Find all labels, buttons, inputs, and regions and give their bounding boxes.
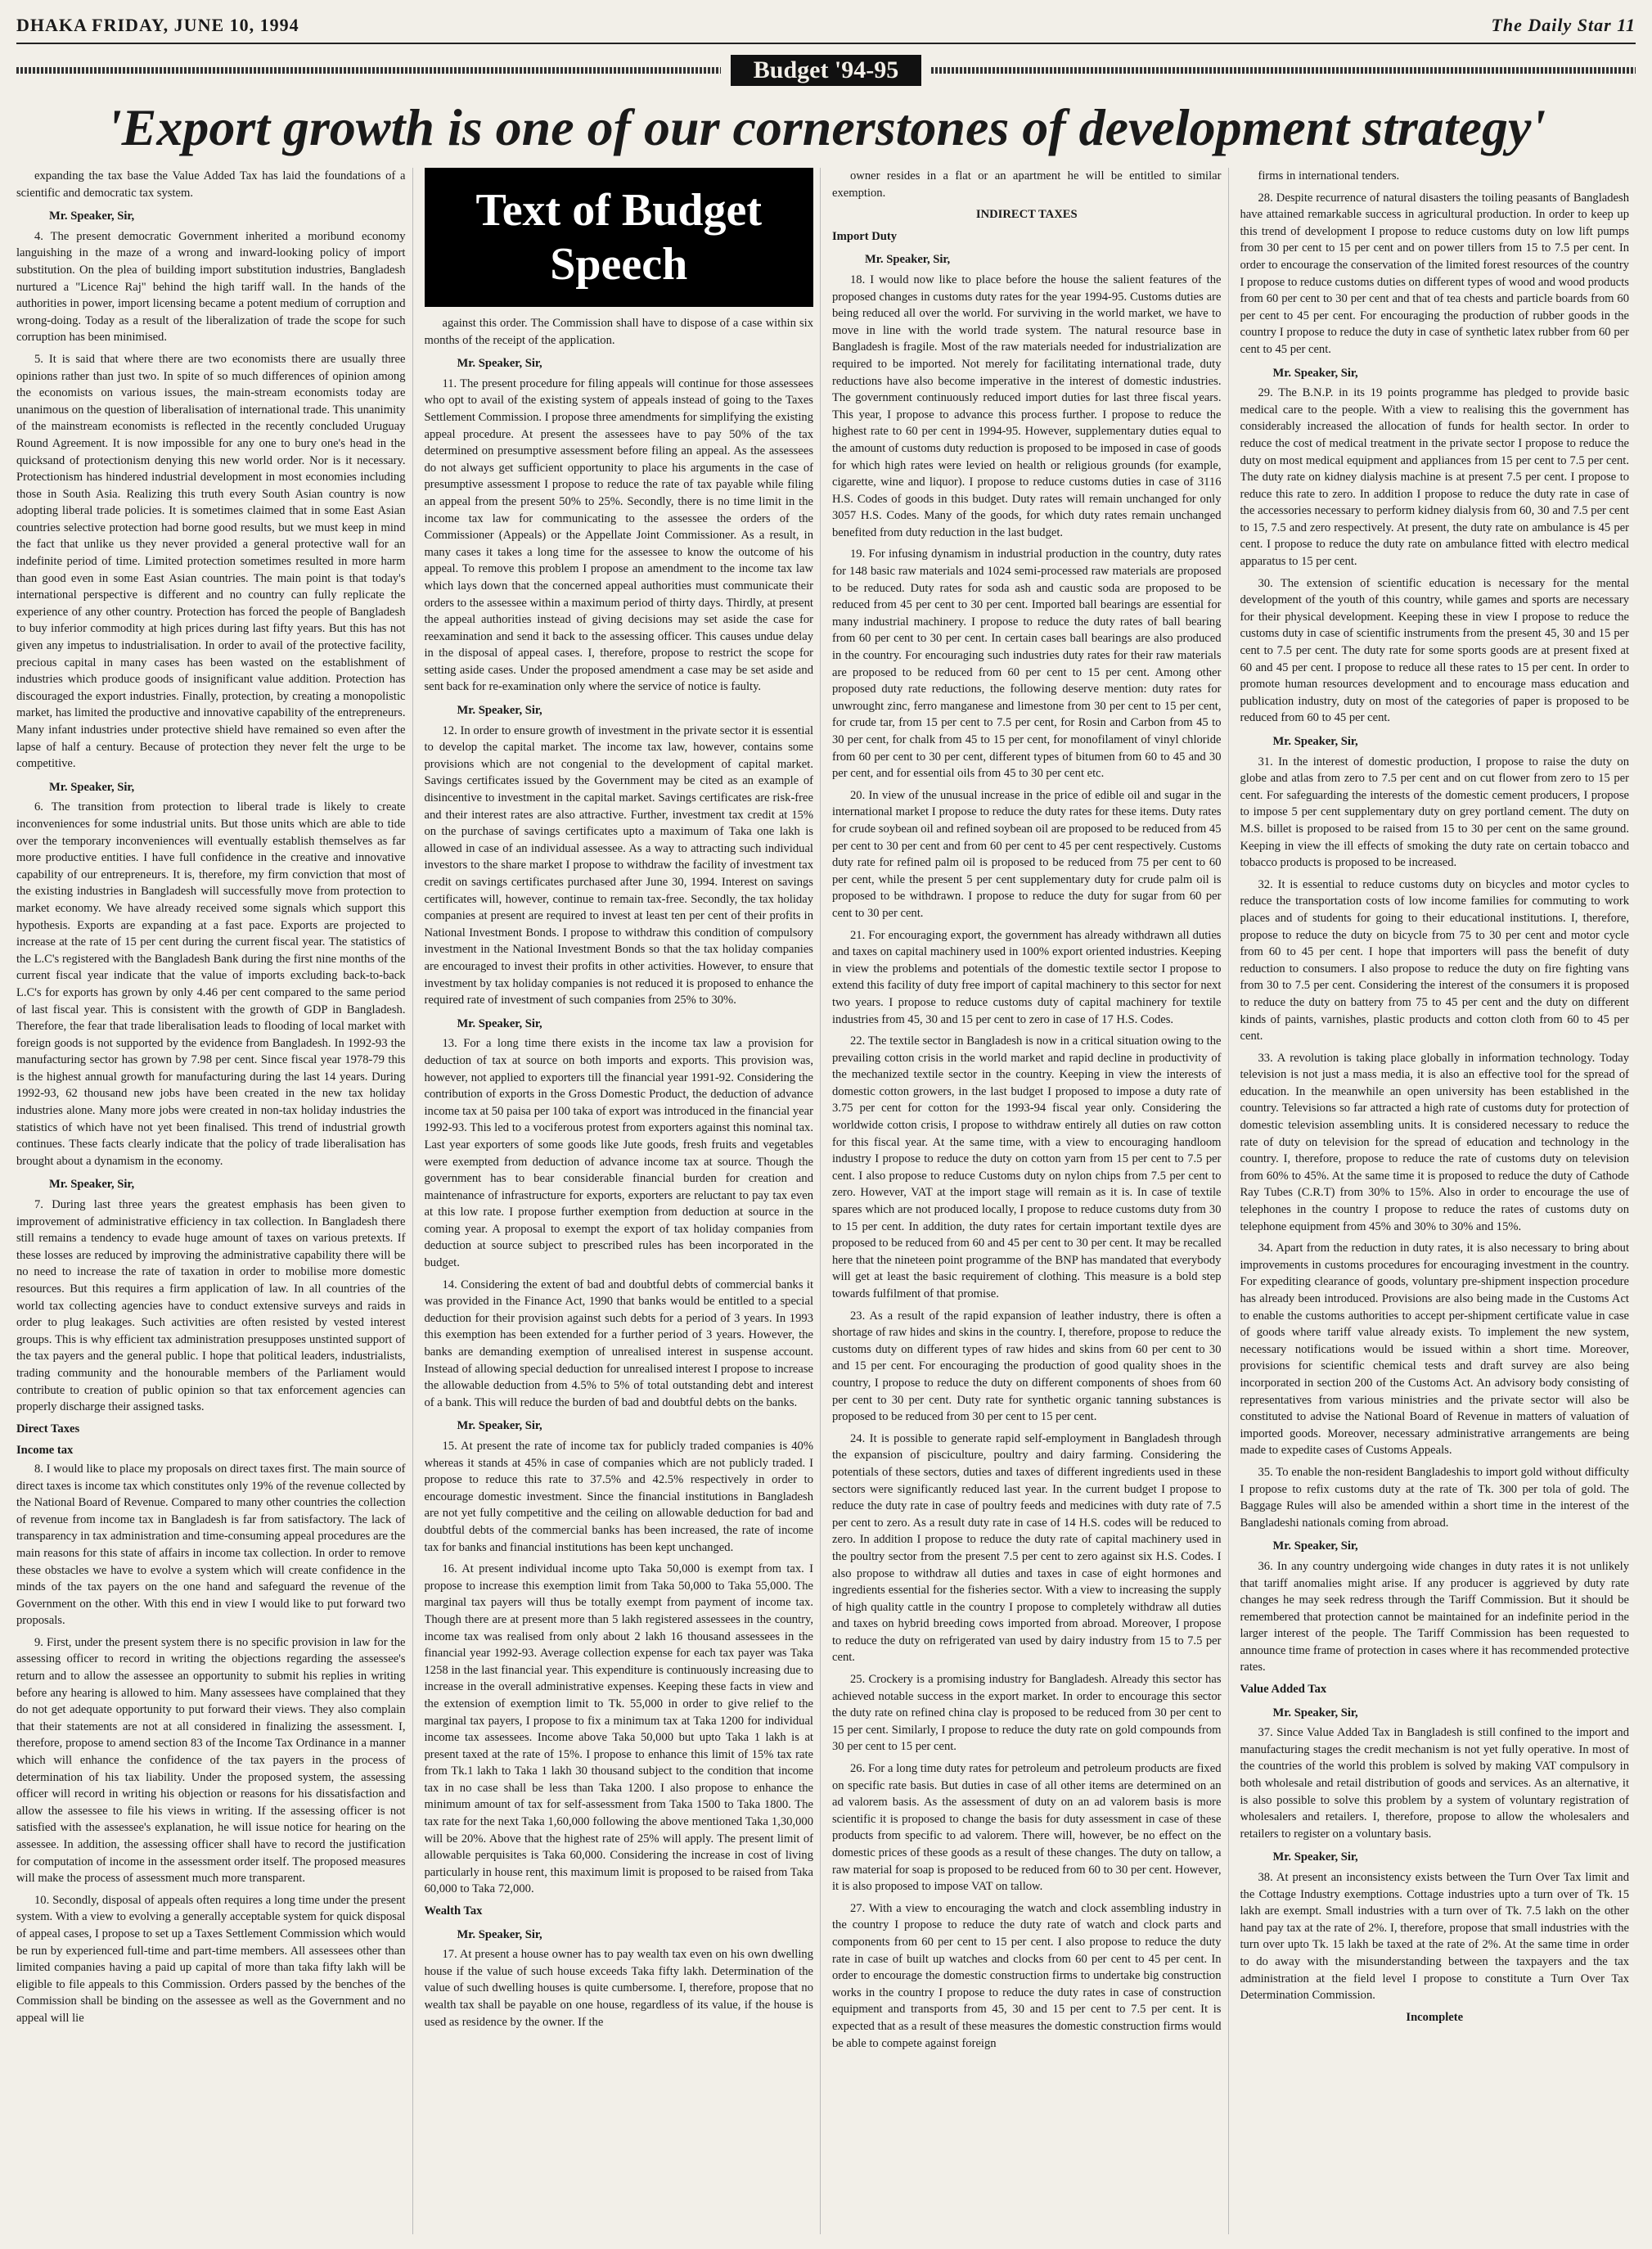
- paragraph: 25. Crockery is a promising industry for Bangladesh. Already this sector has achieved notable success in the export market. In order to encourage this sector the duty rate on refined china clay is proposed to be reduced from 30 per cent to 15 per cent. Similarly, I propose to reduce the duty rate on gold compounds from 30 per cent to 15 per cent.: [832, 1673, 1222, 1754]
- paragraph: against this order. The Commission shall have to dispose of a case within six months of the receipt of the application.: [424, 317, 813, 347]
- paragraph: 23. As a result of the rapid expansion of leather industry, there is often a shortage of raw hides and skins in the country. I, therefore, propose to reduce the customs duty on different types of raw hides and skins from 60 per cent to 30 and 15 per cent. For encouraging the production of good quality shoes in the country, I propose to reduce the duty on different components of shoes from 60 per cent to 30 per cent. Duty rate for synthetic organic tanning substances is proposed to be reduced from 30 per cent to 15 per cent.: [832, 1309, 1222, 1424]
- paragraph: owner resides in a flat or an apartment he will be entitled to similar exemption.: [832, 169, 1222, 200]
- paragraph: 29. The B.N.P. in its 19 points programme has pledged to provide basic medical care to the people. With a view to realising this the government has considerably increased the allocation of funds for health sector. In order to reduce the cost of medical treatment in the private sector I propose to reduce the duty on most medical equipment and appliances from 15 per cent to 7.5 per cent. The duty rate on kidney dialysis machine is at present 7.5 per cent. I propose to reduce this rate to zero. In addition I propose to reduce the duty rate in case of the accessories necessary to perform kidney dialysis from 60, 30 and 7.5 per cent to 15, 7.5 and zero respectively. At present, the duty rate on ambulance is 45 per cent. I propose to reduce the duty rate on ambulance fitted with electro medical apparatus to 15 per cent.: [1240, 386, 1629, 569]
- paragraph: 10. Secondly, disposal of appeals often requires a long time under the present system. With a view to evolving a generally acceptable system for quick disposal of appeal cases, I propose to set up a Taxes Settlement Commission which would be run by experienced full-time and part-time members. All assessees other than limited companies having a paid up capital of more than taka fifty lakh will be eligible to file appeals to this Commission. Orders passed by the benches of the Commission shall be binding on the assessee as well as the Government and no appeal will lie: [16, 1893, 406, 2025]
- paragraph: 17. At present a house owner has to pay wealth tax even on his own dwelling house if the value of such house exceeds Taka fifty lakh. Determination of the value of such dwelling houses is quite cumbersome. I, therefore, propose that no wealth tax shall be payable on one house, regardless of its value, if the house is used as residence by the owner. If the: [424, 1948, 813, 2029]
- paragraph: 36. In any country undergoing wide changes in duty rates it is not unlikely that tariff anomalies might arise. If any producer is aggrieved by duty rate changes he may seek redress through the Tariff Commission. But it should be remembered that protection cannot be maintained for an indefinite period in the larger interest of the people. The Tariff Commission has been requested to announce time frame of protection in cases where it has recommended protective rates.: [1240, 1559, 1629, 1674]
- paragraph: 4. The present democratic Government inherited a moribund economy languishing in the maze of a wrong and inward-looking policy of import substitution. On the plea of building import substitution industries, Bangladesh nurtured a "Licence Raj" behind the high tariff wall. In the hands of the authorities in power, import licensing became a potent medium of corruption and wrong-doing. Today as a result of the liberalization of trade the scope for such corruption has been minimised.: [16, 229, 406, 345]
- paragraph: 27. With a view to encouraging the watch and clock assembling industry in the country I propose to reduce the duty rate of watch and clock parts and components from 60 per cent to 15 per cent. I also propose to reduce the duty rate in case of built up watches and clocks from 60 per cent to 45 per cent. In order to encourage the domestic construction firms to undertake big construction works in the country I propose to reduce the duty rates in case of construction equipment and transports from 45, 30 and 15 per cent to 7.5 per cent. It is expected that as a result of these measures the domestic construction firms would be able to compete against foreign: [832, 1901, 1222, 2050]
- headline: 'Export growth is one of our cornerstones of development strategy': [106, 98, 1546, 156]
- paragraph: 22. The textile sector in Bangladesh is now in a critical situation owing to the prevailing cotton crisis in the world market and rapid decline in productivity of the mechanized textile sector in the country. Keeping in view the interests of domestic cotton growers, in the last budget I proposed to impose a duty rate of 3.75 per cent for cotton for the 1993-94 fiscal year only. Considering the worldwide cotton crisis, I propose to withdraw entirely all duties on raw cotton for this fiscal year. At the same time, with a view to encouraging handloom industry I propose to reduce the duty on cotton yarn from 15 per cent to 7.5 per cent. I also propose to reduce Customs duty on nylon chips from 7.5 per cent to zero. However, VAT at the import stage will remain as it is. In case of textile spares which are not produced locally, I propose to reduce customs duty from 30 to 15 per cent. In addition, the duty rates for certain important textile dyes are proposed to be reduced from 60 and 45 per cent to 30 per cent. It may be recalled here that the nineteen point programme of the BNP has mandated that everybody will get at least the basic requirement of clothing. This measure is a bold step towards fulfilment of that promise.: [832, 1034, 1222, 1300]
- paragraph: 12. In order to ensure growth of investment in the private sector it is essential to develop the capital market. The income tax law, however, contains some provisions which are not congenial to the development of capital market. Savings certificates issued by the Government may be cited as an example of disincentive to investment in the capital market. Savings certificates are risk-free and their interest rates are also attractive. Further, investment tax credit at 15% on the purchase of savings certificates upto a maximum of Taka one lakh is allowed in case of an individual assessee. As a way to attracting such individual investors to the share market I propose to withdraw the facility of investment tax credit on savings certificates purchased after June 30, 1994. Interest on savings certificates will, however, continue to remain tax-free. Secondly, the tax holiday companies at present are required to invest at least ten per cent of their profits in National Investment Bonds. I propose to withdraw this condition of compulsory investment in the National Investment Bonds so that the tax holiday companies are encouraged to invest their profits in other activities. However, to ensure that investment by tax holiday companies is not reduced it is proposed to enhance the required rate of investment of such companies from 25% to 30%.: [424, 723, 813, 1007]
- paragraph: 35. To enable the non-resident Bangladeshis to import gold without difficulty I propose to refix customs duty at the rate of Tk. 300 per tola of gold. The Baggage Rules will also be amended within a short time in the interest of the Bangladeshi nationals coming from abroad.: [1240, 1465, 1629, 1530]
- paragraph: expanding the tax base the Value Added Tax has laid the foundations of a scientific and democratic tax system.: [16, 169, 406, 200]
- column-1: [16, 168, 413, 2234]
- speaker-heading: Mr. Speaker, Sir,: [457, 357, 542, 371]
- subheading-import-duty: Import Duty: [832, 229, 898, 243]
- speaker-heading: Mr. Speaker, Sir,: [865, 253, 951, 267]
- subheading-wealth-tax: Wealth Tax: [424, 1904, 483, 1918]
- paragraph: 19. For infusing dynamism in industrial production in the country, duty rates for 148 basic raw materials and 1024 semi-processed raw materials are proposed to be reduced. Duty rates for soda ash and caustic soda are proposed to be reduced from 45 per cent to 30 per cent. Imported ball bearings are essential for many industrial machinery. I propose to reduce the duty rates of ball bearing from 60 per cent to 30 per cent. In certain cases ball bearings are also produced in the country. For encouraging such industries duty rates for their raw materials are proposed to be reduced from 60 per cent to 15 per cent. Among other proposed duty rate reductions, the following deserve mention: duty rates for unwrought zinc, ferro manganese and limestone from 30 per cent to 15 per cent, for crude tar, from 15 per cent to 7.5 per cent, for Rosin and Carbon from 45 to 30 per cent, for chalk from 45 to 15 per cent, for monofilament of vinyl chloride from 60 per cent to 30 per cent, different types of bitumen from 60 to 45 and 30 per cent, and for essential oils from 45 to 30 per cent etc.: [832, 548, 1222, 781]
- speaker-heading: Mr. Speaker, Sir,: [457, 1419, 542, 1433]
- subheading-direct-taxes: Direct Taxes: [16, 1422, 80, 1435]
- paragraph: 8. I would like to place my proposals on direct taxes first. The main source of direct taxes is income tax which constitutes only 19% of the revenue collected by the National Board of Revenue. Compared to many other countries the collection of revenue from income tax in Bangladesh is far from satisfactory. The lack of transparency in tax administration and time-consuming appeal procedures are the main reasons for this state of affairs in income tax collection. In order to remove these obstacles we have to evolve a system which will create confidence in the minds of the tax payers on the one hand and safeguard the revenue of the Government on the other. With this end in view I would like to put forward two proposals.: [16, 1462, 406, 1628]
- paragraph: 5. It is said that where there are two economists there are usually three opinions rather than just two. In spite of so much differences of opinion among the economists on various issues, the main-stream economists today are unanimous on the question of liberalisation of international trade. This unanimity of the mainstream economists is reflected in the recently concluded Uruguay Round Agreement. It is now impossible for any one to bury one's head in the quicksand of protectionism denying this new world order. Nor is it necessary. Protectionism has hindered industrial development in most economies including those in South Asia. Realizing this truth every South Asian country is now adopting liberal trade policies. It is sometimes claimed that in some East Asian countries selective protection had borne good results, but we must keep in mind the fact that unlike us they never provided a general protective wall for an indefinite period of time. Limited protection sometimes resulted in more harm than good even in some East Asian countries. The main point is that today's international perspective is different and no country can fully replicate the experience of any other country. Protection has forced the people of Bangladesh to buy inferior commodity at high prices during last fifty years. But this has not given any impetus to industrialisation. In order to avail of the protective facility, precious capital in many cases has been wasted on the establishment of industries which produce goods of insignificant value addition. Protection has discouraged the export industries. Finally, protection, by creating a monopolistic market, has limited the productive and innovative capability of the entrepreneurs. Many infant industries under protective shield have remained so even after the lapse of half a century. Because of protection they never felt the urge to be competitive.: [16, 352, 406, 771]
- paragraph: 16. At present individual income upto Taka 50,000 is exempt from tax. I propose to increase this exemption limit from Taka 50,000 to Taka 55,000. The marginal tax payers will thus be totally exempt from payment of income tax. Though there are at present more than 5 lakh registered assessees in the country, income tax was realised from only about 2 lakh 16 thousand assessees in the financial year 1992-93. Average collection expense for each tax payer was Taka 1258 in the last financial year. This expenditure is continuously increasing due to increase in the overall administrative expenses. Keeping these facts in view and the extension of exemption limit to Tk. 55,000 in order to give relief to the marginal tax payers, I propose to fix a minimum tax at Taka 1200 for individual income tax assessees. Income above Taka 50,000 but upto Taka 1 lakh is at present taxed at the rate of 15%. I propose to enhance this limit of 15% tax rate from Tk.1 lakh to Taka 1 lakh 30 thousand subject to the condition that income tax in no case shall be less than Taka 1200. I also propose to enhance the minimum amount of tax for self-assessment from Taka 1500 to Taka 1800. The tax rate for the next Taka 1,60,000 following the above mentioned Taka 1,30,000 will be 20%. Above that the highest rate of 25% will apply. The present limit of allowable perquisites is Taka 60,000. Considering the increase in cost of living particularly in house rent, this maximum limit is proposed to be raised from Taka 60,000 to Taka 72,000.: [424, 1562, 813, 1896]
- paragraph: 34. Apart from the reduction in duty rates, it is also necessary to bring about improvements in customs procedures for encouraging investment in the country. For expediting clearance of goods, voluntary pre-shipment inspection procedure has already been introduced. Provisions are also being made in the Customs Act to enable the customs authorities to accept per-shipment certificate value in case of goods where tariff value already exists. To implement the new system, necessary notifications would be issued within a short time. Moreover, provisions for scientific chemical tests and draft survey are also being incorporated in section 200 of the Customs Act. An advisory body consisting of representatives from various ministries and the private sector will also be constituted to advise the National Board of Revenue in matters of valuation of imported goods. Moreover, necessary administrative arrangements are being made to expedite cases of Customs Appeals.: [1240, 1242, 1629, 1458]
- paragraph: 30. The extension of scientific education is necessary for the mental development of the youth of this country, while games and sports are necessary for their physical development. Keeping these in view I propose to reduce the customs duty in case of scientific instruments from the present 45, 30 and 15 per cent to 7.5 per cent. The duty rate for some sports goods are at present fixed at 60 and 45 per cent. I propose to reduce all these rates to 15 per cent. In order to promote human resources development and to encourage mass education and publication industry, duty on most of the categories of paper is proposed to be reduced from 60 to 45 per cent.: [1240, 576, 1629, 725]
- masthead-dateline: DHAKA FRIDAY, JUNE 10, 1994: [16, 15, 299, 35]
- paragraph: 31. In the interest of domestic production, I propose to raise the duty on globe and atlas from zero to 7.5 per cent and on cut flower from zero to 15 per cent. For safeguarding the interests of the domestic cement producers, I propose to impose 5 per cent supplementary duty on grey portland cement. The duty on M.S. billet is proposed to be raised from 15 to 30 per cent on the same ground. Keeping in view the ill effects of smoking the duty rate on certain tobacco and tobacco products is proposed to be increased.: [1240, 755, 1629, 870]
- subheading-income-tax: Income tax: [16, 1444, 74, 1458]
- speaker-heading: Mr. Speaker, Sir,: [457, 1016, 542, 1030]
- column-4: [1240, 168, 1636, 2234]
- paragraph: 28. Despite recurrence of natural disasters the toiling peasants of Bangladesh have attained remarkable success in agricultural production. In order to keep up this trend of development I propose to reduce customs duty on low lift pumps from 30 per cent to 15 per cent and on power tillers from 15 to 7.5 per cent. In order to encourage the conservation of the limited forest resources of the country I propose to reduce customs duties on different types of wood and wood products from 60 per cent to 30 per cent and that of tea chests and particle boards from 60 per cent to 45 per cent. For encouraging the production of rubber goods in the country I propose to reduce the duty in case of synthetic latex rubber from 60 per cent to 45 per cent.: [1240, 191, 1629, 356]
- subheading-value-added-tax: Value Added Tax: [1240, 1683, 1327, 1697]
- masthead: [16, 8, 1636, 44]
- column-3: [832, 168, 1229, 2234]
- paragraph: 24. It is possible to generate rapid self-employment in Bangladesh through the expansion of pisciculture, poultry and dairy farming. Considering the potentials of these sectors, duties and taxes of different ingredients used in these sectors were significantly reduced last year. In the current budget I propose to reduce the duty rate in case of poultry feeds and medicines with duty rate of 7.5 per cent to zero. As a result duty rate in case of 14 H.S. codes will be reduced to zero. In addition I propose to reduce the duty rate of capital machinery used in the poultry sector from the present 7.5 per cent to zero against six H.S. Codes. I also propose to withdraw all duties and taxes in case of eight hormones and ingredients essential for the fisheries sector. With a view to increasing the supply of high quality cattle in the country I propose to completely withdraw all duties and taxes on hybrid breeding cows imported from abroad. Moreover, I propose to reduce the duty on refrigerated van used by dairy industry from 15 to 7.5 per cent.: [832, 1431, 1222, 1665]
- paragraph: 13. For a long time there exists in the income tax law a provision for deduction of tax at source on both imports and exports. This provision was, however, not applied to exporters till the financial year 1991-92. Considering the contribution of exports in the Gross Domestic Product, the deduction of advance income tax at 50 paisa per 100 taka of export was introduced in the financial year 1992-93. This led to a vociferous protest from exporters against this nominal tax. Last year exporters of some goods like Jute goods, fresh fruits and vegetables were exempted from deduction of advance income tax at source. Though the government has to bear considerable financial burden for creation and maintenance of infrastructure for exports, exporters are reluctant to pay tax even at this low rate. I propose further exemption from deduction at source in the coming year. A proposal to exempt the export of tax holiday companies from deduction at source subject to prescribed rules has been incorporated in the budget.: [424, 1037, 813, 1270]
- paragraph: 38. At present an inconsistency exists between the Turn Over Tax limit and the Cottage Industry exemptions. Cottage industries upto a turn over of Tk. 15 lakh are exempt. Small industries with a turn over of Tk. 7.5 lakh on the other hand pay tax at the rate of 2%. I, therefore, propose that small industries with the turn over upto Tk. 15 lakh be taxed at the rate of 2%. At the same time in order to do away with the misunderstanding between the taxpayers and the tax administration at the field level I propose to constitute a Turn Over Tax Determination Commission.: [1240, 1871, 1629, 2003]
- continued-marker: Incomplete: [1406, 2010, 1464, 2024]
- paragraph: 26. For a long time duty rates for petroleum and petroleum products are fixed on specific rate basis. But duties in case of all other items are determined on an ad valorem basis. As the assessment of duty on an ad valorem basis is more scientific it is proposed to change the basis for duty assessment in case of these products from specific to ad valorem. There will, however, be no effect on the domestic prices of these goods as a result of these changes. The duty on tallow, a raw material for soap is proposed to be reduced from 60 to 30 per cent. However, it is also proposed to impose VAT on tallow.: [832, 1762, 1222, 1894]
- paragraph: 6. The transition from protection to liberal trade is likely to create inconveniences for some industrial units. But those units which are able to tide over the temporary inconveniences will eventually establish themselves as far more productive entities. I have full confidence in the creative and innovative capability of our entrepreneurs. It is, therefore, my firm conviction that most of the existing industries in Bangladesh will successfully move from protection to market economy. We have already received some signals which support this hypothesis. Exports are expanding at a fast pace. Exports are projected to increase at the rate of 15 per cent during the current fiscal year. The statistics of the L.C's registered with the Bangladesh Bank during the first nine months of the current fiscal year indicate that the value of imports excluding back-to-back L.C's for exports has grown by only 4.46 per cent compared to the same period of last fiscal year. This is consistent with the growth of GDP in Bangladesh. Therefore, the fear that trade liberalisation leads to flooding of local market with foreign goods is not supported by the evidence from Bangladesh. In 1992-93 the manufacturing sector has grown by 7.98 per cent. Since fiscal year 1978-79 this is the highest annual growth for manufacturing during the last 14 years. During 1992-93, 62 thousand new jobs have been created in the new tax holiday industries alone. Many more jobs were created in non-tax holiday industries the statistics of which have not yet been finalised. This trend of industrial growth continues. These facts clearly indicate that the policy of trade liberalisation has brought about a dynamism in the economy.: [16, 800, 406, 1168]
- paragraph: 20. In view of the unusual increase in the price of edible oil and sugar in the international market I propose to reduce the duty rates for these items. Duty rates for crude soybean oil and refined soybean oil are proposed to be reduced from 45 per cent to 30 per cent and from 60 per cent to 45 per cent respectively. Customs duty rate for refined palm oil is proposed to be reduced from 75 per cent to 60 per cent, while the present 5 per cent supplementary duty for crude palm oil is proposed to be withdrawn. I propose to reduce the duty for sugar from 60 per cent to 30 per cent.: [832, 788, 1222, 920]
- paragraph: 18. I would now like to place before the house the salient features of the proposed changes in customs duty rates for the year 1994-95. Customs duties are being reduced all over the world. For surviving in the world market, we have to move in line with the world trade system. The natural resource base in Bangladesh is fragile. Most of the raw materials needed for industrialization are required to be imported. Not merely for facilitating international trade, duty reductions have also become imperative in the interest of domestic industries. The government continuously reduced import duties for last three fiscal years. This year, I propose to advance this process further. I propose to reduce the highest rate to 60 per cent in 1994-95. However, supplementary duties equal to the amount of customs duty reduction is proposed to be imposed in case of goods for which high rates were levied on health or religious grounds (for example, cigarette, wine and liquor). I propose to reduce customs duties in case of 3116 H.S. Codes of goods in this budget. Duty rates will remain unchanged for only 3057 H.S. Codes. Many of the goods, for which duty rates remain unchanged benefited from duty reduction in the last budget.: [832, 273, 1222, 539]
- paragraph: 11. The present procedure for filing appeals will continue for those assessees who opt to avail of the existing system of appeals instead of going to the Taxes Settlement Commission. I propose three amendments for simplifying the existing appeal procedure. At present the assessees have to pay 50% of the tax determined on presumptive assessment before filing an appeal. As the assessees do not always get sufficient opportunity to place his arguments in the case of presumptive assessment I propose to reduce the rate of tax payable while filing an appeal from the present 50% to 25%. Secondly, there is no time limit in the income tax law for communicating to the assessee the orders of the Commissioner (Appeals) or the Appellate Joint Commissioner. As a result, in many cases it takes a long time for the assessee to know the outcome of his appeal. To remove this problem I propose an amendment to the income tax law which lays down that the concerned appeal authorities must communicate their orders to the assessee within a maximum period of thirty days. Thirdly, at present the appeal authorities instead of giving decisions may set aside the case for reexamination and send it back to the assessing officer. This causes undue delay in the disposal of appeal cases. I, therefore, propose to restrict the scope for setting aside cases. Under the proposed amendment a case may be set aside and sent back for re-examination only where the service of notice is faulty.: [424, 376, 813, 694]
- article-columns: [16, 168, 1636, 2234]
- paragraph: 21. For encouraging export, the government has already withdrawn all duties and taxes on capital machinery used in 100% export oriented industries. Keeping in view the problems and potentials of the domestic textile sector I propose to extend this facility of duty free import of capital machinery to this sector for next two years. I propose to reduce customs duty of capital machinery for textile industries from 45, 30 and 15 per cent to zero in case of 17 H.S. Codes.: [832, 928, 1222, 1026]
- section-bar: [16, 54, 1636, 87]
- paragraph: 32. It is essential to reduce customs duty on bicycles and motor cycles to reduce the transportation costs of low income families for commuting to work places and of students for going to their educational institutions. I, therefore, propose to reduce the duty on bicycle from 75 to 30 per cent and motor cycle from 60 to 45 per cent. I hope that importers will pass the benefit of duty reduction to consumers. I also propose to reduce the duty on fire fighting vans from 30 to 7.5 per cent. Considering the interest of the consumers it is proposed to reduce the duty on battery from 75 to 45 per cent and the duty on different kinds of paints, varnishes, plastic products and cotton cloth from 60 to 45 per cent.: [1240, 877, 1629, 1043]
- paragraph: 9. First, under the present system there is no specific provision in law for the assessing officer to record in writing the objections regarding the assessee's return and to allow the assessee an opportunity to submit his replies in writing before any hearing is allowed to him. Many assessees have complained that they do not get adequate opportunity to put forward their views. They also complain that their statements are not at all considered in finalizing the assessment. I, therefore, propose to amend section 83 of the Income Tax Ordinance in a manner which will enhance the confidence of the tax payers in the process of determination of his tax liability. Under the proposed system, the assessing officer will record in writing his objection or reasons for his dissatisfaction and allow the assessee to file his views in writing. If the assessing officer is not satisfied with the assessee's explanation, he will issue notice for hearing on the assessee. In addition, the assessing officer shall have to record the justification for computation of income in the assessment order itself. The proposed measures will make the process of assessment much more transparent.: [16, 1635, 406, 1886]
- paragraph: firms in international tenders.: [1258, 169, 1400, 183]
- paragraph: 7. During last three years the greatest emphasis has been given to improvement of administrative efficiency in tax collection. In Bangladesh there still remains a tendency to evade huge amount of taxes on various pretexts. If these losses are reduced by improving the administrative capability there will be no need to increase the rate of taxation in order to mobilise more domestic resources. But this requires a firm application of law. In all countries of the world tax collecting agencies have to conduct extensive surveys and raids in order to plug leakages. Such activities are often resisted by vested interest groups. This is why efficient tax administration presupposes unstinted support of the tax payers and the general public. I hope that political leaders, industrialists, trading community and the honourable members of the Parliament would contribute to creation of public opinion so that tax enforcement agencies can properly discharge their assigned tasks.: [16, 1198, 406, 1414]
- speaker-heading: Mr. Speaker, Sir,: [49, 210, 135, 223]
- budget-speech-title-box: Text of Budget Speech: [425, 168, 814, 307]
- column-2: [425, 168, 821, 2234]
- paragraph: 37. Since Value Added Tax in Bangladesh is still confined to the import and manufacturing stages the credit mechanism is not yet fully operative. In most of the countries of the world this problem is solved by making VAT compulsory in both wholesale and retail distribution of goods and services. As an alternative, it is also possible to solve this problem by a system of voluntary registration of wholesalers and retailers. I, therefore, propose to allow the wholesalers and retailers to register on a voluntary basis.: [1240, 1726, 1629, 1841]
- speaker-heading: Mr. Speaker, Sir,: [1272, 735, 1358, 748]
- speaker-heading: Mr. Speaker, Sir,: [457, 704, 542, 718]
- paragraph: 14. Considering the extent of bad and doubtful debts of commercial banks it was provided in the Finance Act, 1990 that banks would be entitled to a special deduction for their provision against such debts for a period of 3 years. In 1993 this exemption has been extended for a further period of 3 years. However, the banks are demanding exemption of unrealised interest in suspense account. Instead of allowing special deduction for unrealised interest I propose to increase the allowable deduction from 4.5% to 5% of total outstanding debt and interest of a bank. This will reduce the burden of bad and doubtful debts on the banks.: [424, 1278, 813, 1409]
- paragraph: 33. A revolution is taking place globally in information technology. Today television is not just a mass media, it is also an effective tool for the spread of education. In the meanwhile an open university has been established in the country. Televisions so far attracted a high rate of customs duty for protection of domestic television assembling units. It is considered necessary to reduce the rate of duty on television for the spread of education and technology in the country. I, therefore, propose to reduce the rate of customs duty on television from 60% to 45%. At the same time it is proposed to reduce the duty of Cathode Ray Tubes (C.R.T) from 30% to 15%. Also in order to encourage the use of telephones in the country I propose to reduce the rates of customs duty on telephone equipment from 45% and 30% to 30% and 15%.: [1240, 1051, 1629, 1233]
- speaker-heading: Mr. Speaker, Sir,: [1272, 366, 1358, 380]
- section-tag: Budget '94-95: [731, 55, 922, 86]
- paragraph: 15. At present the rate of income tax for publicly traded companies is 40% whereas it stands at 45% in case of companies which are not publicly traded. I propose to reduce this rate to 37.5% and 42.5% respectively in order to encourage domestic investment. Since the financial institutions in Bangladesh are not yet fully competitive and the ceiling on allowable deduction for bad and doubtful debts of the commercial banks has been increased, the rate of income tax for banks and financial institutions has been kept unchanged.: [424, 1440, 813, 1554]
- speaker-heading: Mr. Speaker, Sir,: [457, 1927, 542, 1941]
- speaker-heading: Mr. Speaker, Sir,: [49, 1178, 135, 1192]
- speaker-heading: Mr. Speaker, Sir,: [1272, 1850, 1358, 1864]
- speaker-heading: Mr. Speaker, Sir,: [1272, 1706, 1358, 1719]
- newspaper-logo: The Daily Star 11: [1491, 15, 1636, 35]
- subheading-indirect-taxes: INDIRECT TAXES: [975, 208, 1078, 222]
- speaker-heading: Mr. Speaker, Sir,: [49, 780, 135, 794]
- speaker-heading: Mr. Speaker, Sir,: [1272, 1539, 1358, 1553]
